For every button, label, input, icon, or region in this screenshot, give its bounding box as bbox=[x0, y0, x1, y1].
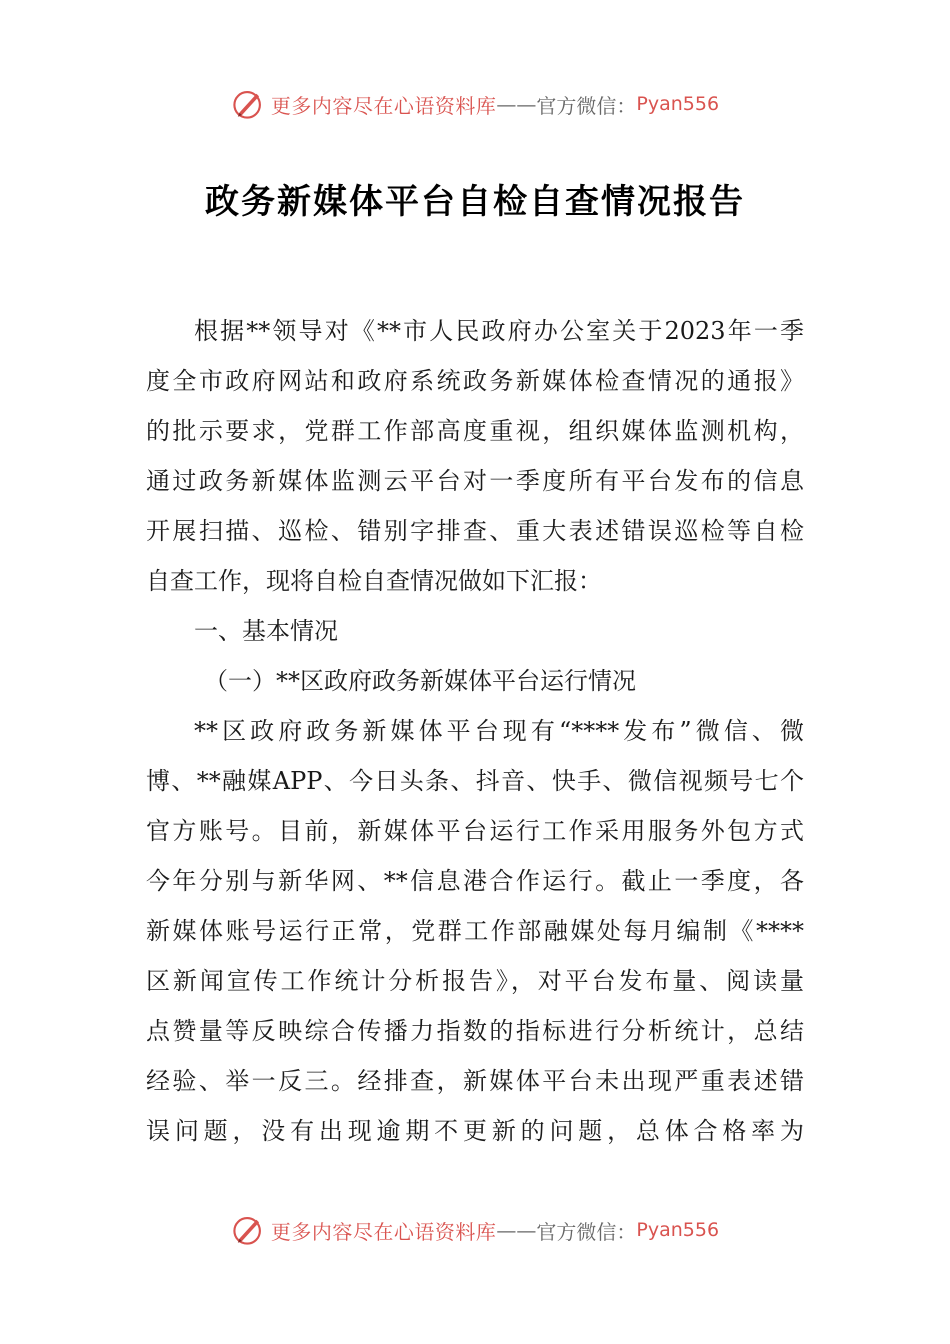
paragraph-line: 博、**融媒APP、今日头条、抖音、快手、微信视频号七个 bbox=[146, 767, 804, 795]
paragraph-line: 今年分别与新华网、**信息港合作运行。截止一季度，各 bbox=[146, 867, 804, 895]
section-heading: 一、基本情况 bbox=[194, 617, 338, 645]
watermark-wechat-label: 官方微信： bbox=[536, 1219, 637, 1244]
subsection-heading: （一）**区政府政务新媒体平台运行情况 bbox=[204, 667, 636, 695]
watermark-text: 更多内容尽在心语资料库 bbox=[270, 93, 497, 118]
paragraph-line: 度全市政府网站和政府系统政务新媒体检查情况的通报》 bbox=[146, 367, 804, 395]
watermark-banner-top bbox=[0, 82, 950, 126]
paragraph-line: 经验、举一反三。经排查，新媒体平台未出现严重表述错 bbox=[146, 1067, 804, 1095]
pen-logo-icon bbox=[231, 87, 265, 121]
watermark-text: 更多内容尽在心语资料库 bbox=[270, 1219, 497, 1244]
paragraph-line: 区新闻宣传工作统计分析报告》，对平台发布量、阅读量 bbox=[146, 967, 804, 995]
paragraph-line: 的批示要求，党群工作部高度重视，组织媒体监测机构， bbox=[146, 417, 804, 445]
paragraph-line: **区政府政务新媒体平台现有“****发布”微信、微 bbox=[194, 717, 804, 745]
document-body bbox=[146, 306, 804, 1156]
document-title: 政务新媒体平台自检自查情况报告 bbox=[205, 182, 745, 222]
watermark-dash: —— bbox=[496, 1218, 537, 1242]
watermark-banner-bottom bbox=[0, 1208, 950, 1252]
watermark-wechat-id: Pyan556 bbox=[636, 1219, 720, 1241]
pen-logo-icon bbox=[231, 1213, 265, 1247]
watermark-wechat-id: Pyan556 bbox=[636, 93, 720, 115]
paragraph-line: 根据**领导对《**市人民政府办公室关于2023年一季 bbox=[194, 317, 804, 345]
paragraph-line: 误问题，没有出现逾期不更新的问题，总体合格率为 bbox=[146, 1117, 804, 1145]
paragraph-line: 官方账号。目前，新媒体平台运行工作采用服务外包方式 bbox=[146, 817, 804, 845]
paragraph-line: 新媒体账号运行正常，党群工作部融媒处每月编制《**** bbox=[146, 917, 804, 945]
watermark-wechat-label: 官方微信： bbox=[536, 93, 637, 118]
paragraph-line: 开展扫描、巡检、错别字排查、重大表述错误巡检等自检 bbox=[146, 517, 804, 545]
watermark-dash: —— bbox=[496, 92, 537, 116]
paragraph-line: 自查工作，现将自检自查情况做如下汇报： bbox=[146, 567, 602, 595]
paragraph-line: 点赞量等反映综合传播力指数的指标进行分析统计，总结 bbox=[146, 1017, 804, 1045]
paragraph-line: 通过政务新媒体监测云平台对一季度所有平台发布的信息 bbox=[146, 467, 804, 495]
